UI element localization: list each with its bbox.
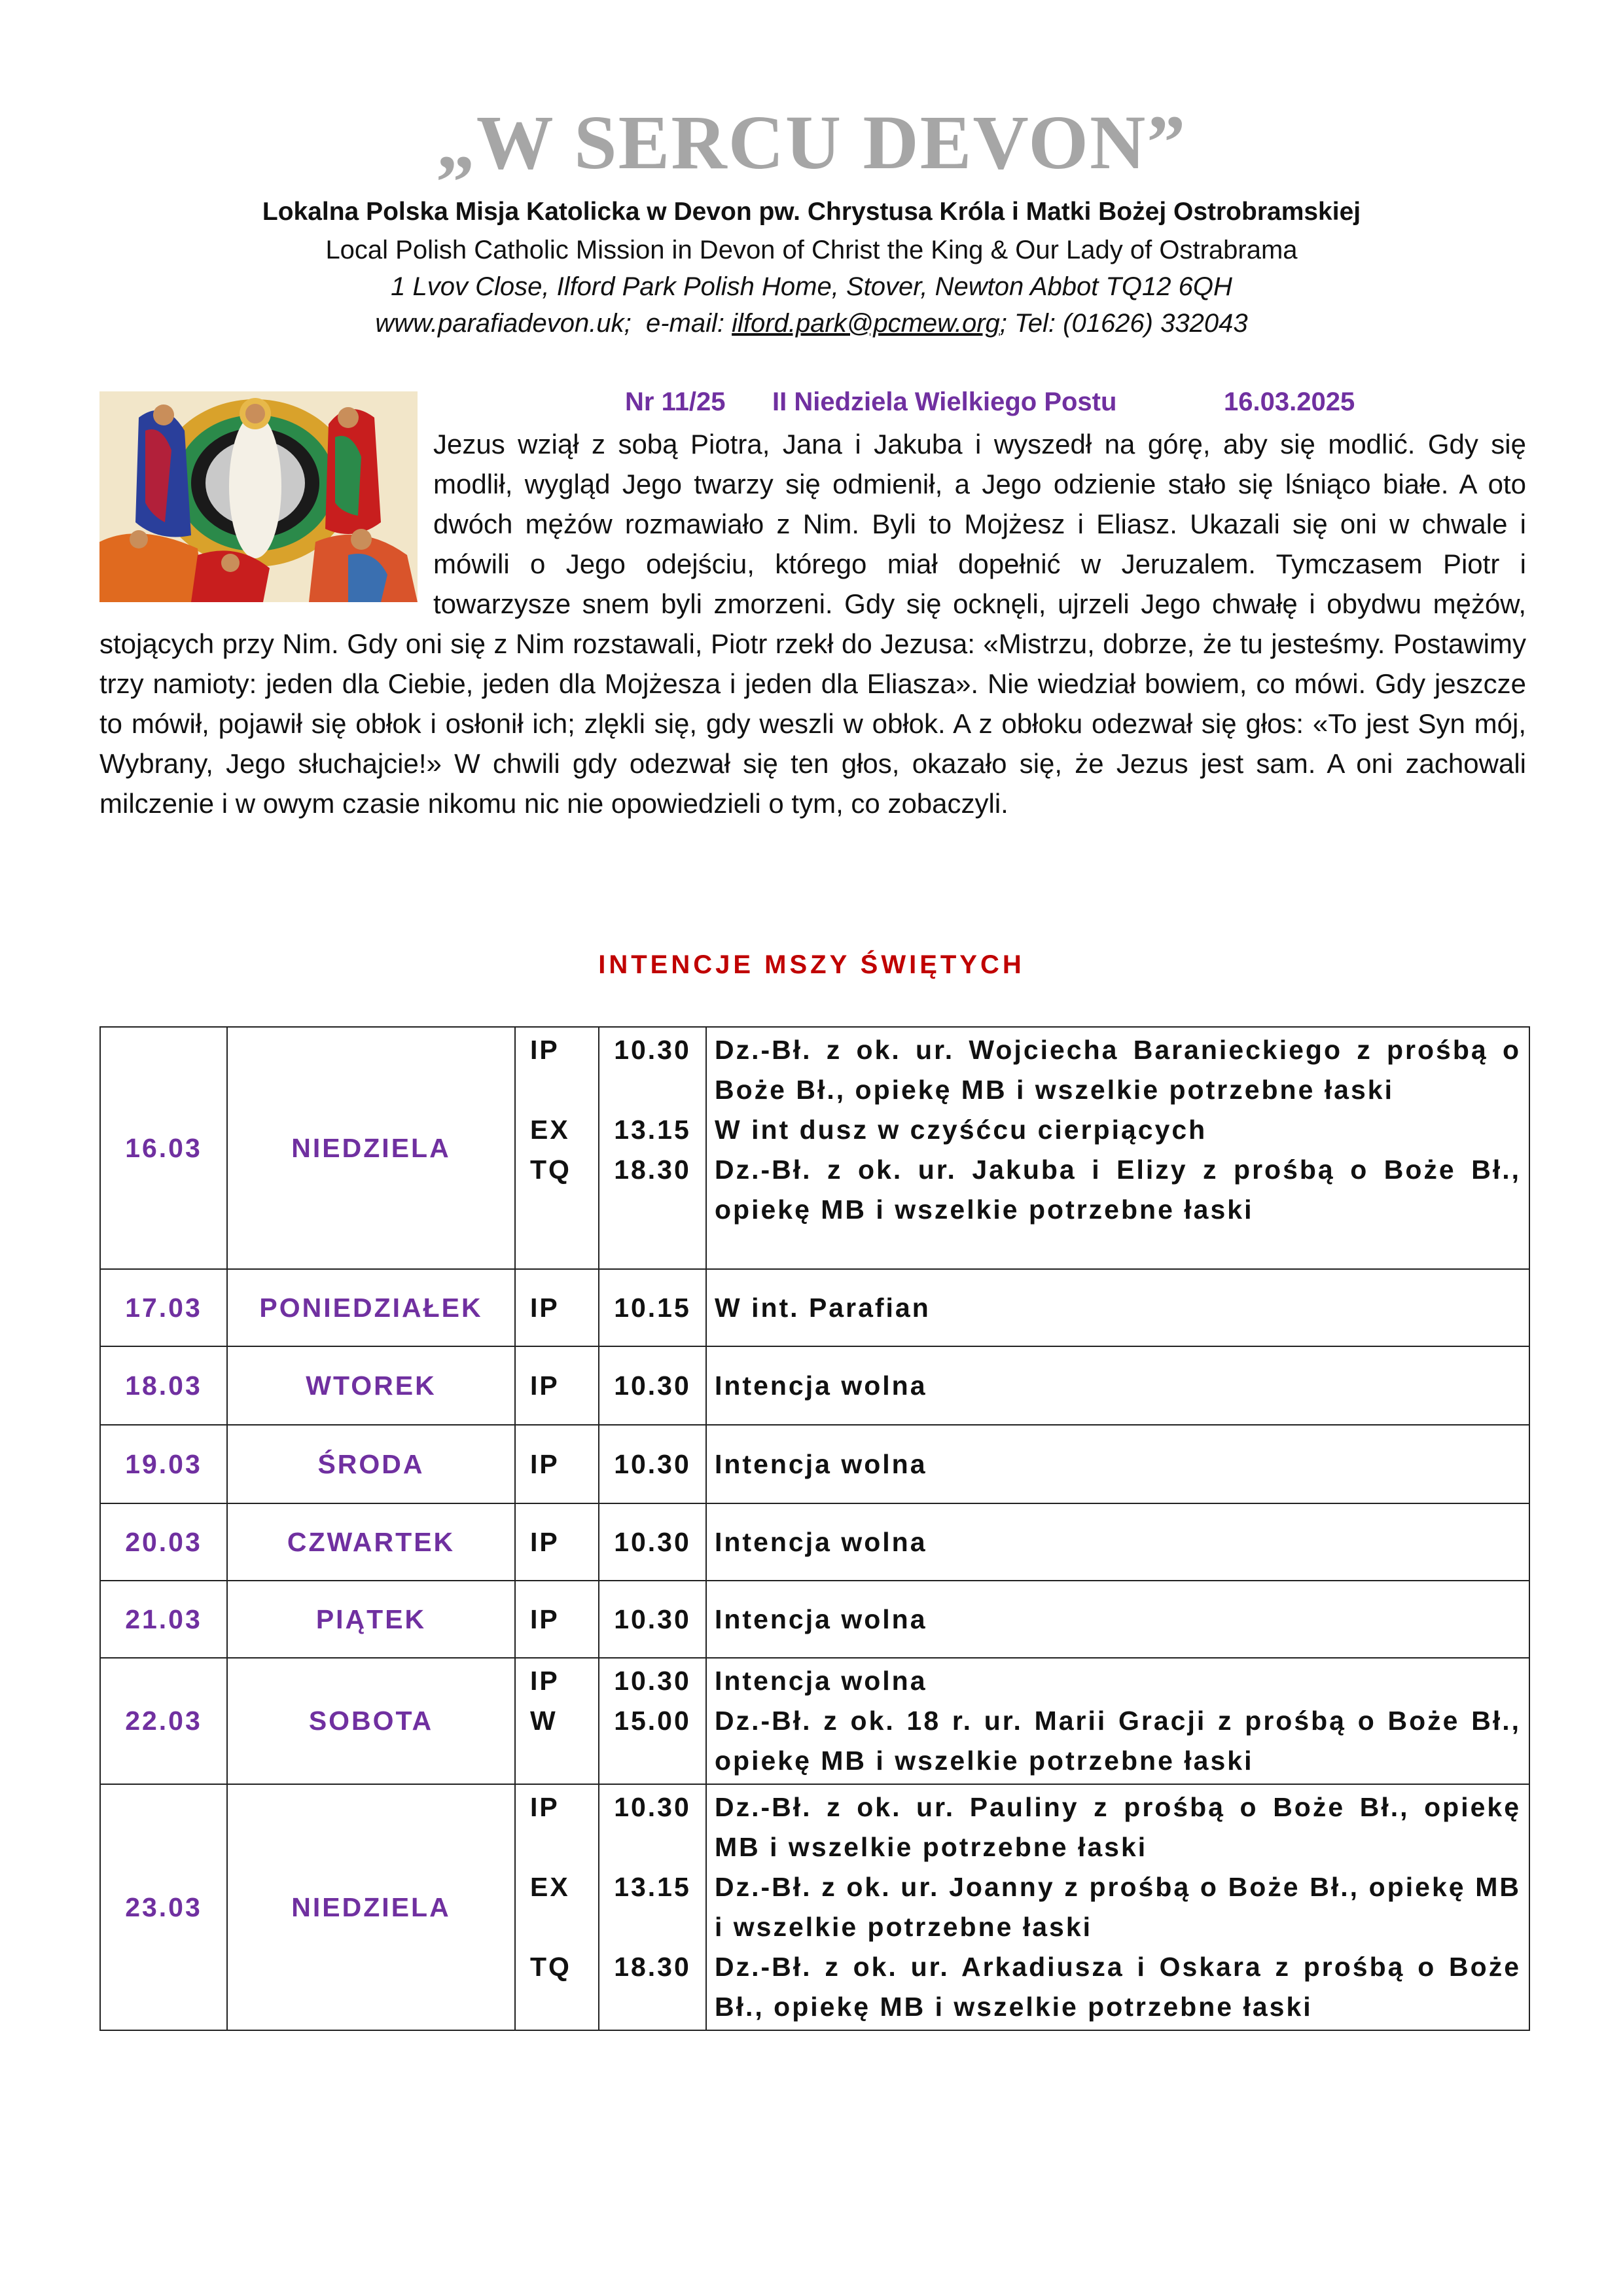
table-row (100, 1425, 1529, 1503)
mass-place: IP EX TQ (515, 1784, 599, 2030)
mass-day: SOBOTA (227, 1658, 515, 1784)
mass-date: 22.03 (100, 1658, 227, 1784)
mass-date: 19.03 (100, 1425, 227, 1503)
mission-name-polish: Lokalna Polska Misja Katolicka w Devon pw. Chrystusa Króla i Matki Bożej Ostrobramskiej (262, 198, 1361, 226)
website-link[interactable]: www.parafiadevon.uk; (375, 309, 632, 338)
mass-intention: Intencja wolna (706, 1346, 1529, 1425)
mass-day: PONIEDZIAŁEK (227, 1269, 515, 1346)
mass-day: WTOREK (227, 1346, 515, 1425)
mass-date: 23.03 (100, 1784, 227, 2030)
mass-intention: Intencja wolna (706, 1503, 1529, 1581)
mass-date: 16.03 (100, 1027, 227, 1269)
mass-time: 10.30 (599, 1581, 706, 1658)
mass-time: 10.30 (599, 1425, 706, 1503)
mass-intention: W int. Parafian (706, 1269, 1529, 1346)
mass-day: ŚRODA (227, 1425, 515, 1503)
mass-time: 10.15 (599, 1269, 706, 1346)
mass-intention: Intencja wolna Dz.-Bł. z ok. 18 r. ur. Marii Gracji z prośbą o Boże Bł., opiekę MB i wszelkie potrzebne łaski (706, 1658, 1529, 1784)
issue-sunday: II Niedziela Wielkiego Postu (772, 387, 1117, 416)
table-row (100, 1346, 1529, 1425)
mass-time: 10.30 (599, 1503, 706, 1581)
mass-intentions-table (99, 1026, 1530, 2031)
mission-name-english: Local Polish Catholic Mission in Devon of Christ the King & Our Lady of Ostrabrama (325, 236, 1298, 264)
mass-time: 10.30 13.15 18.30 (599, 1027, 706, 1269)
mass-intentions-heading: INTENCJE MSZY ŚWIĘTYCH (598, 950, 1025, 979)
mission-address: 1 Lvov Close, Ilford Park Polish Home, Stover, Newton Abbot TQ12 6QH (391, 272, 1232, 301)
mass-place: IP (515, 1581, 599, 1658)
mass-place: IP (515, 1425, 599, 1503)
mass-date: 21.03 (100, 1581, 227, 1658)
email-label: e-mail: (645, 309, 724, 338)
mass-date: 20.03 (100, 1503, 227, 1581)
gospel-text: Jezus wziął z sobą Piotra, Jana i Jakuba i wyszedł na górę, aby się modlić. Gdy się modlił, wygląd Jego twarzy się odmienił, a Jego odzienie stało się lśniąco białe. A oto dwóch mężów rozmawiało z Nim. Byli to Mojżesz i Eliasz. Ukazali się oni w chwale i mówili o Jego odejściu, którego miał dopełnić w Jeruzalem. Tymczasem Piotr i towarzysze snem byli zmorzeni. Gdy się ocknęli, ujrzeli Jego chwałę i obydwu mężów, stojących przy Nim. Gdy oni się z Nim rozstawali, Piotr rzekł do Jezusa: «Mistrzu, dobrze, że tu jesteśmy. Postawimy trzy namioty: jeden dla Ciebie, jeden dla Mojżesza i jeden dla Eliasza». Nie wiedział bowiem, co mówi. Gdy jeszcze to mówił, pojawił się obłok i osłonił ich; zlękli się, gdy weszli w obłok. A z obłoku odezwał się głos: «To jest Syn mój, Wybrany, Jego słuchajcie!» W chwili gdy odezwał się ten głos, okazało się, że Jezus jest sam. A oni zachowali milczenie i w owym czasie nikomu nic nie opowiedzieli o tym, co zobaczyli. (99, 429, 1526, 819)
mass-intention: Dz.-Bł. z ok. ur. Pauliny z prośbą o Boże Bł., opiekę MB i wszelkie potrzebne łaski Dz.-Bł. z ok. ur. Joanny z prośbą o Boże Bł., opiekę MB i wszelkie potrzebne łaski Dz.-Bł. z ok. ur. Arkadiusza i Oskara z prośbą o Boże Bł., opiekę MB i wszelkie potrzebne łaski (706, 1784, 1529, 2030)
mass-day: NIEDZIELA (227, 1784, 515, 2030)
issue-number: Nr 11/25 (625, 387, 726, 416)
mass-place: IP (515, 1269, 599, 1346)
contact-line (0, 309, 1623, 338)
mass-place: IP EX TQ (515, 1027, 599, 1269)
gospel-reading (99, 424, 1526, 823)
table-row (100, 1503, 1529, 1581)
mass-date: 17.03 (100, 1269, 227, 1346)
table-row (100, 1581, 1529, 1658)
table-row (100, 1027, 1529, 1269)
mass-time: 10.30 (599, 1346, 706, 1425)
mass-time: 10.30 13.15 18.30 (599, 1784, 706, 2030)
mass-day: CZWARTEK (227, 1503, 515, 1581)
mass-day: NIEDZIELA (227, 1027, 515, 1269)
mass-time: 10.30 15.00 (599, 1658, 706, 1784)
mass-place: IP W (515, 1658, 599, 1784)
mass-date: 18.03 (100, 1346, 227, 1425)
email-link[interactable]: ilford.park@pcmew.org (732, 309, 1000, 338)
mass-place: IP (515, 1346, 599, 1425)
bulletin-title: „W SERCU DEVON” (436, 99, 1187, 185)
mass-place: IP (515, 1503, 599, 1581)
mass-intention: Intencja wolna (706, 1425, 1529, 1503)
telephone: ; Tel: (01626) 332043 (999, 309, 1248, 338)
mass-intention: Intencja wolna (706, 1581, 1529, 1658)
mass-intention: Dz.-Bł. z ok. ur. Wojciecha Baranieckiego z prośbą o Boże Bł., opiekę MB i wszelkie potrzebne łaski W int dusz w czyśćcu cierpiących Dz.-Bł. z ok. ur. Jakuba i Elizy z prośbą o Boże Bł., opiekę MB i wszelkie potrzebne łaski (706, 1027, 1529, 1269)
table-row (100, 1269, 1529, 1346)
issue-date: 16.03.2025 (1224, 387, 1355, 416)
mass-day: PIĄTEK (227, 1581, 515, 1658)
table-row (100, 1658, 1529, 1784)
table-row (100, 1784, 1529, 2030)
